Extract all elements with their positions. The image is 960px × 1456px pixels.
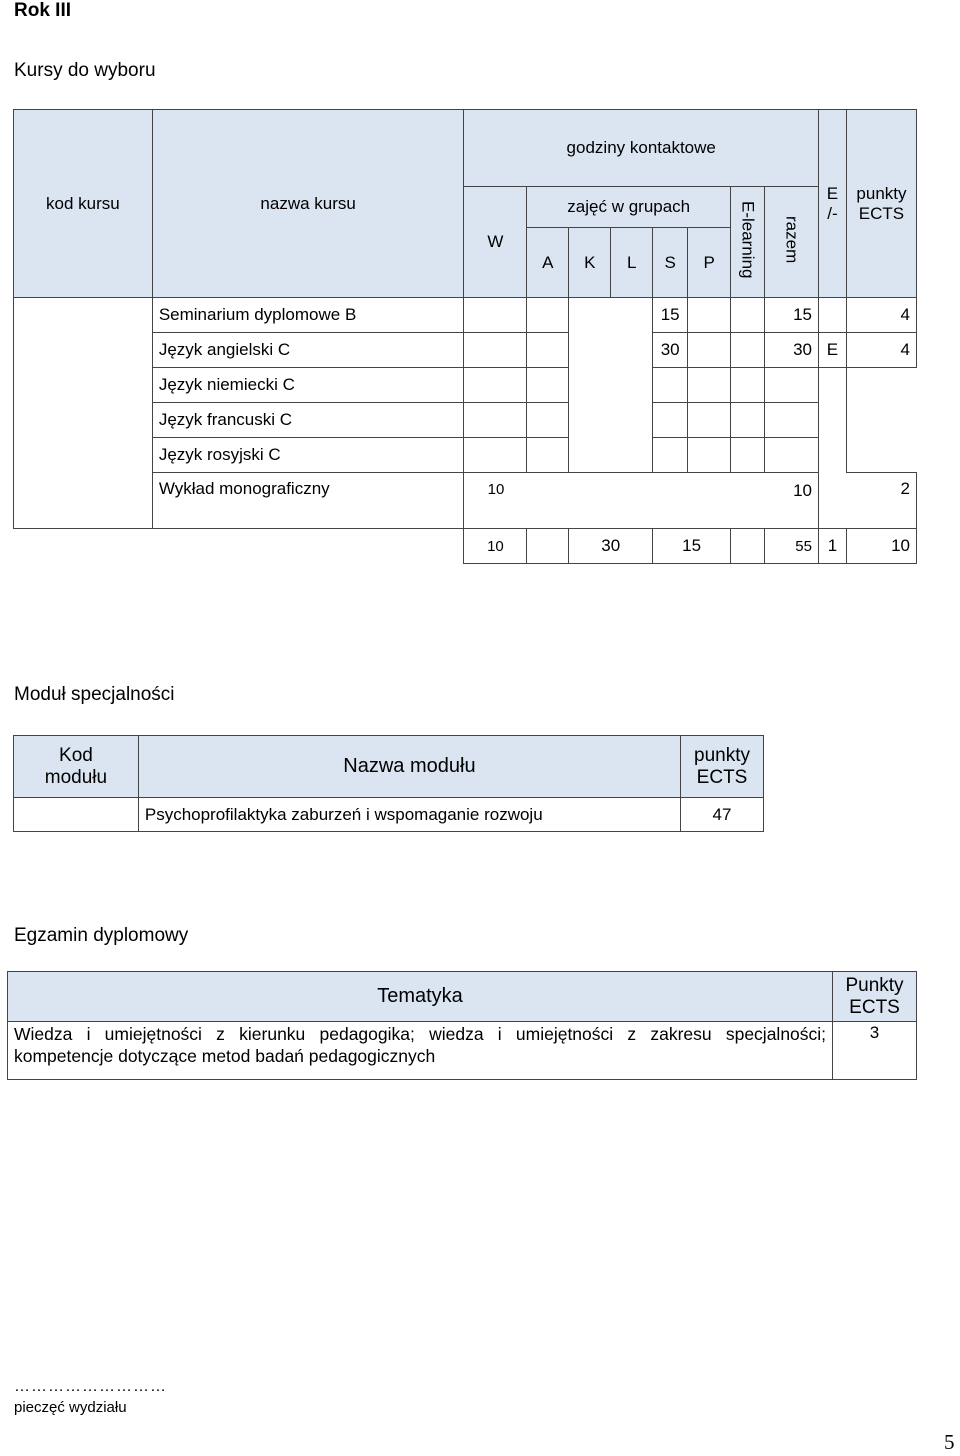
header-tematyka: Tematyka — [8, 972, 833, 1022]
header-ects-line2: ECTS — [849, 996, 900, 1018]
course-razem: 30 — [765, 333, 819, 368]
totals-row — [14, 529, 917, 564]
course-wyklad-values — [464, 481, 818, 501]
table-row — [14, 298, 917, 333]
course-grp-cell — [569, 298, 653, 473]
exam-topics-line2: kompetencje dotyczące metod badań pedagogicznych — [14, 1046, 436, 1066]
header-kod-line1: Kod — [59, 744, 93, 766]
page-title: Rok III — [14, 0, 72, 21]
header-ects-line2: ECTS — [696, 766, 748, 788]
header-zajec: zajęć w grupach — [527, 187, 731, 228]
courses-table — [13, 109, 917, 564]
course-name: Język francuski C — [152, 403, 464, 438]
exam-ects: 3 — [833, 1022, 917, 1080]
course-name: Wykład monograficzny — [152, 473, 464, 529]
header-ects-modulu — [681, 736, 764, 798]
header-l: L — [611, 228, 653, 298]
header-ects-line1: punkty — [856, 183, 907, 203]
header-godziny: godziny kontaktowe — [464, 110, 819, 187]
stamp-label: pieczęć wydziału — [14, 1399, 127, 1416]
header-kod: kod kursu — [14, 110, 153, 298]
header-ects-line1: Punkty — [845, 974, 904, 996]
course-w: 10 — [487, 481, 505, 498]
header-e-line1: E — [826, 183, 839, 203]
header-s: S — [653, 228, 688, 298]
total-razem: 55 — [765, 529, 819, 564]
course-ects: 4 — [846, 333, 916, 368]
section-title-courses: Kursy do wyboru — [14, 60, 156, 81]
course-e: E — [818, 333, 846, 368]
header-ects-line2: ECTS — [858, 203, 905, 223]
table-row — [14, 798, 764, 832]
header-nazwa-modulu: Nazwa modułu — [138, 736, 680, 798]
course-l: 30 — [653, 333, 688, 368]
page-number: 5 — [944, 1430, 955, 1454]
course-name: Język niemiecki C — [152, 368, 464, 403]
header-e-line2: /- — [827, 203, 838, 223]
header-w: W — [464, 187, 527, 298]
signature-dots: ……………………… — [14, 1378, 167, 1395]
exam-topics — [8, 1022, 833, 1080]
section-title-module: Moduł specjalności — [14, 684, 175, 705]
module-table — [13, 735, 764, 832]
header-elearning-label: E-learning — [738, 200, 758, 279]
total-s: 15 — [653, 529, 731, 564]
module-name: Psychoprofilaktyka zaburzeń i wspomaganie rozwoju — [138, 798, 680, 832]
header-exam-ects — [833, 972, 917, 1022]
header-kod-modulu — [14, 736, 139, 798]
kod-cell — [14, 298, 153, 529]
header-kod-line2: modułu — [44, 766, 108, 788]
exam-table — [7, 971, 917, 1080]
module-ects: 47 — [681, 798, 764, 832]
course-s: 15 — [653, 298, 688, 333]
header-a: A — [527, 228, 569, 298]
course-e — [818, 298, 846, 333]
header-razem-label: razem — [782, 215, 802, 264]
course-ects: 4 — [846, 298, 916, 333]
header-e — [818, 110, 846, 298]
header-ects — [846, 110, 916, 298]
section-title-exam: Egzamin dyplomowy — [14, 925, 189, 946]
total-ects: 10 — [846, 529, 916, 564]
course-razem: 10 — [793, 481, 812, 500]
course-name: Język angielski C — [152, 333, 464, 368]
exam-topics-line1: Wiedza i umiejętności z kierunku pedagogika; wiedza i umiejętności z zakresu specjalności; — [14, 1024, 827, 1044]
course-ects: 2 — [846, 473, 916, 529]
header-ects-line1: punkty — [694, 744, 750, 766]
total-w: 10 — [464, 529, 527, 564]
total-l: 30 — [569, 529, 653, 564]
course-name: Seminarium dyplomowe B — [152, 298, 464, 333]
header-razem — [765, 187, 819, 298]
course-razem: 15 — [765, 298, 819, 333]
header-nazwa: nazwa kursu — [152, 110, 464, 298]
header-k: K — [569, 228, 611, 298]
table-row — [8, 1022, 917, 1080]
header-p: P — [688, 228, 731, 298]
course-name: Język rosyjski C — [152, 438, 464, 473]
header-elearning — [731, 187, 765, 298]
total-e: 1 — [818, 529, 846, 564]
